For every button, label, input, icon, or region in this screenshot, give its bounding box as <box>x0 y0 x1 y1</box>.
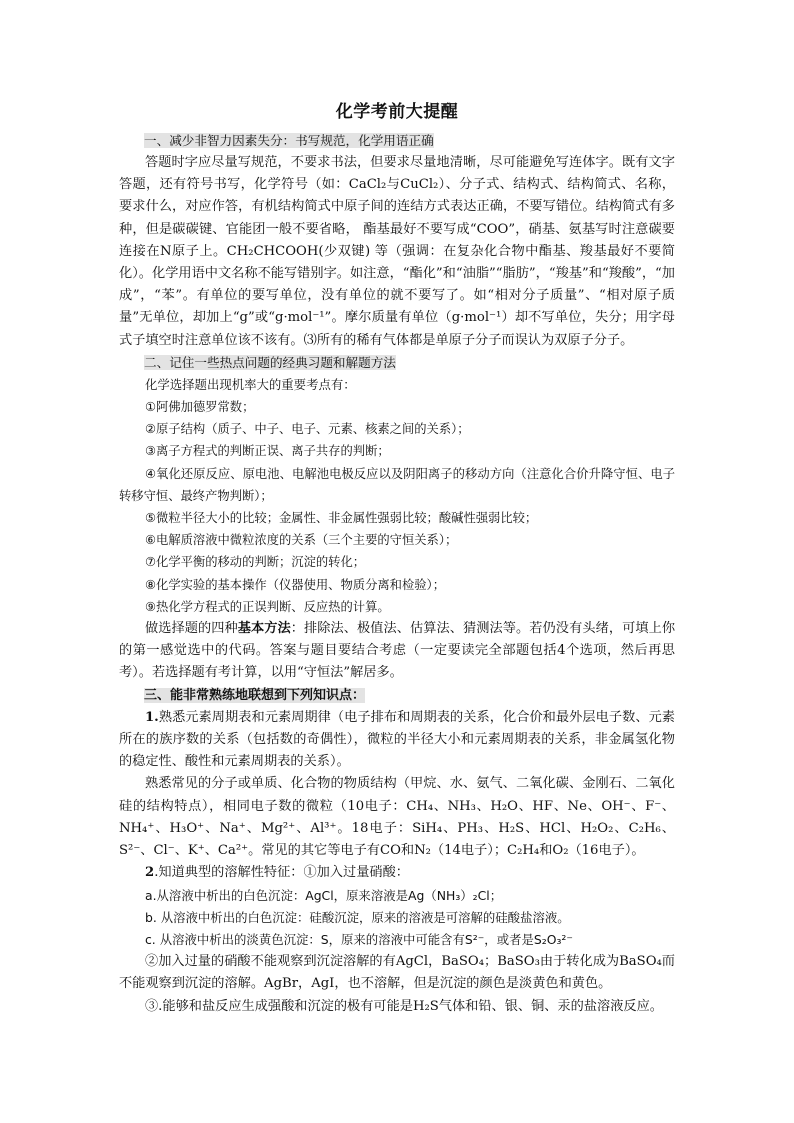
section-3-heading <box>144 685 675 707</box>
point-b: b. 从溶液中析出的白色沉淀：硅酸沉淀，原来的溶液是可溶解的硅酸盐溶液。 <box>145 909 570 925</box>
section-1-paragraph: 答题时字应尽量写规范，不要求书法，但要求尽量地清晰，尽可能避免写连体字。既有文字答题，还有符号书写，化学符号（如：CaCl₂与CuCl₂）、分子式、结构式、结构简式、名称，要求什么，对应作答，有机结构简式中原子间的连结方式表达正确，不要写错位。结构简式有多种，但是碳碳键、官能团一般不要省略， 酯基最好不要写成“COO”，硝基、氨基写时注意碳要连接在N原子上。CH₂CHCOOH(少双键) 等（强调：在复杂化合物中酯基、羧基最好不要简化）。化学用语中文名称不能写错别字。如注意，“酯化”和“油脂”“脂肪”，“羧基”和“羧酸”，“加成”，“苯”。有单位的要写单位，没有单位的就不要写了。如“相对分子质量”、“相对原子质量”无单位，却加上“g”或“g·mol⁻¹”。摩尔质量有单位（g·mol⁻¹）却不写单位，失分；用字母式子填空时注意单位该不该有。⑶所有的稀有气体都是单原子分子而误认为双原子分子。 <box>119 155 675 348</box>
list-item: ④氧化还原反应、原电池、电解池电极反应以及阴阳离子的移动方向（注意化合价升降守恒、电子转移守恒、最终产物判断）； <box>119 466 675 503</box>
page-title: 化学考前大提醒 <box>335 102 459 122</box>
list-item: ⑦化学平衡的移动的判断；沉淀的转化； <box>145 555 366 570</box>
section-3-paragraph-1 <box>119 707 675 774</box>
section-2-intro: 化学选择题出现机率大的重要考点有： <box>145 376 356 392</box>
list-item: ⑧化学实验的基本操作（仪器使用、物质分离和检验）； <box>145 577 446 592</box>
paragraph-number: 1. <box>145 709 159 725</box>
section-1-heading-text: 一、减少非智力因素失分：书写规范，化学用语正确 <box>144 133 434 148</box>
document-page <box>119 100 675 1018</box>
section-2-methods-paragraph <box>119 618 675 685</box>
methods-pre: 做选择题的四种 <box>145 621 238 637</box>
paragraph-text: .知道典型的溶解性特征：①加入过量硝酸： <box>154 865 409 881</box>
list-item: ②原子结构（质子、中子、电子、元素、核素之间的关系）； <box>145 422 470 437</box>
section-3-paragraph-3 <box>119 862 675 884</box>
section-1-heading <box>144 130 675 152</box>
point-c: c. 从溶液中析出的淡黄色沉淀：S，原来的溶液中可能含有S²⁻，或者是S₂O₃²⁻ <box>145 931 573 947</box>
section-2-heading-text: 二、记住一些热点问题的经典习题和解题方法 <box>144 354 396 370</box>
section-3-paragraph-5: ③.能够和盐反应生成强酸和沉淀的极有可能是H₂S气体和铅、银、铜、汞的盐溶液反应。 <box>145 998 663 1014</box>
section-3-paragraph-4: ②加入过量的硝酸不能观察到沉淀溶解的有AgCl，BaSO₄；BaSO₃由于转化成为BaSO₄而不能观察到沉淀的溶解。AgBr，AgI，也不溶解，但是沉淀的颜色是淡黄色和黄色。 <box>119 954 675 992</box>
section-3-paragraph-2: 熟悉常见的分子或单质、化合物的物质结构（甲烷、水、氨气、二氧化碳、金刚石、二氧化硅的结构特点），相同电子数的微粒（10电子：CH₄、NH₃、H₂O、HF、Ne、OH⁻、F⁻、NH₄⁺、H₃O⁺、Na⁺、Mg²⁺、Al³⁺。18电子：SiH₄、PH₃、H₂S、HCl、H₂O₂、C₂H₆、S²⁻、Cl⁻、K⁺、Ca²⁺。常见的其它等电子有CO和N₂（14电子）；C₂H₄和O₂（16电子）。 <box>119 776 675 859</box>
paragraph-text: 熟悉元素周期表和元素周期律（电子排布和周期表的关系，化合价和最外层电子数、元素所在的族序数的关系（包括数的奇偶性），微粒的半径大小和元素周期表的关系，非金属氢化物的稳定性、酸性和元素周期表的关系）。 <box>119 709 675 770</box>
point-a: a.从溶液中析出的白色沉淀：AgCl，原来溶液是Ag（NH₃）₂Cl； <box>145 887 503 903</box>
list-item: ⑥电解质溶液中微粒浓度的关系（三个主要的守恒关系）； <box>145 533 458 548</box>
paragraph-number: 2 <box>145 865 155 881</box>
list-item: ⑨热化学方程式的正误判断、反应热的计算。 <box>145 599 390 614</box>
section-3-heading-text: 三、能非常熟练地联想到下列知识点： <box>144 687 366 703</box>
methods-bold: 基本方法 <box>237 621 291 637</box>
list-item: ③离子方程式的判断正误、离子共存的判断； <box>145 444 390 459</box>
list-item: ⑤微粒半径大小的比较；金属性、非金属性强弱比较；酸碱性强弱比较； <box>145 511 538 526</box>
methods-post: ：排除法、极值法、估算法、猜测法等。若仍没有头绪，可填上你的第一感觉选中的代码。答案与题目要结合考虑（一定要读完全部题包括4个选项，然后再思考）。若选择题有考计算，以用“守恒法”解居多。 <box>119 621 676 681</box>
list-item: ①阿佛加德罗常数； <box>145 400 255 415</box>
section-2-heading <box>144 352 675 374</box>
